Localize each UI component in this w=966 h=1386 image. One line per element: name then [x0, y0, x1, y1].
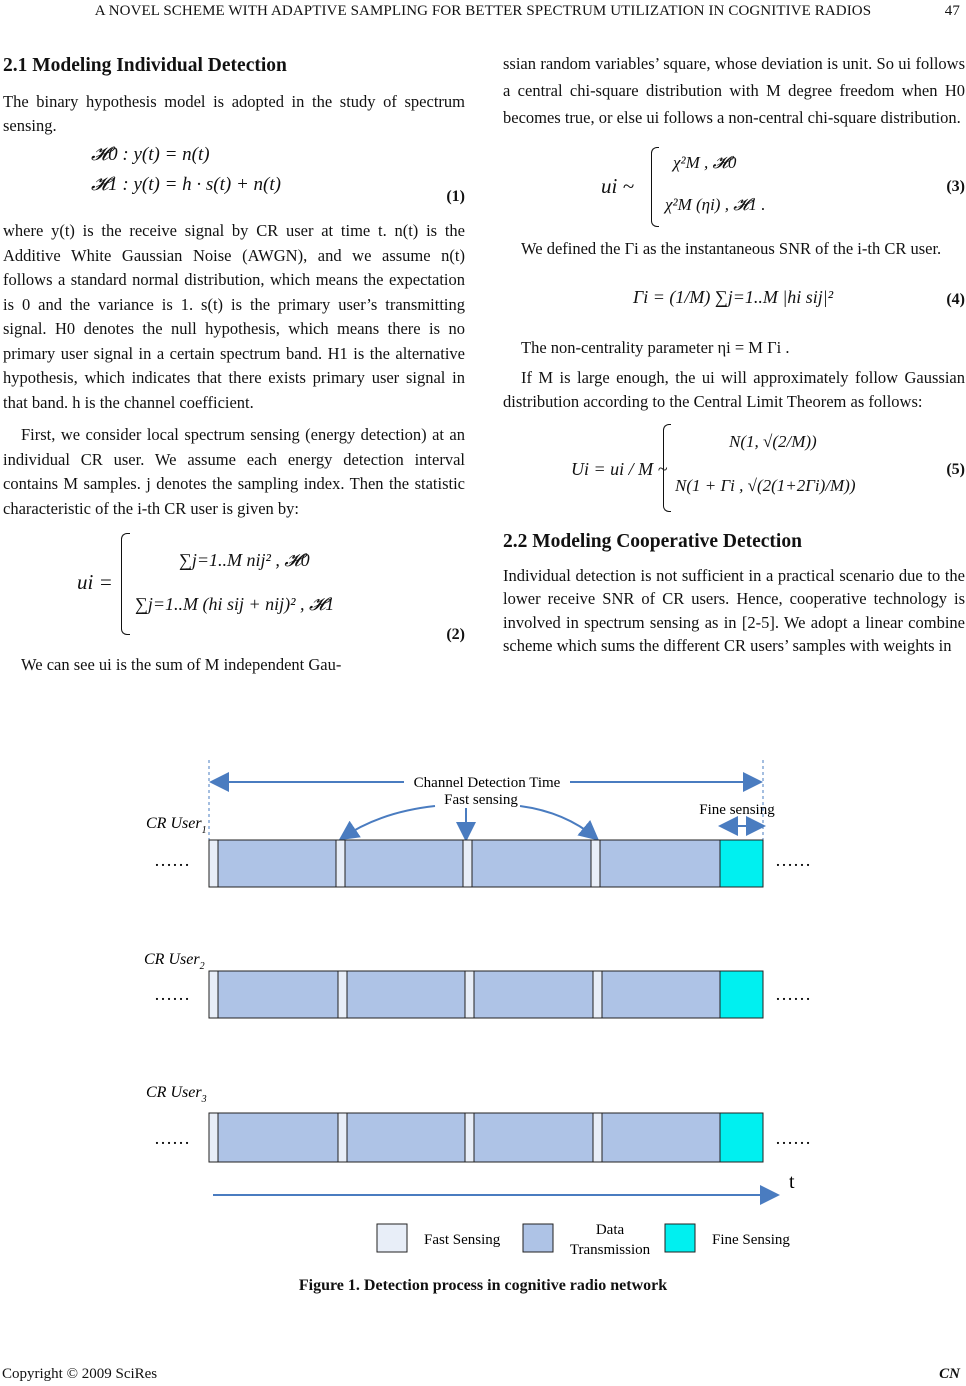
- fast-sensing-arrow-right: [520, 806, 596, 838]
- legend-fine-swatch: [665, 1224, 695, 1252]
- ellipsis-left-2: ……: [154, 984, 190, 1004]
- cr-user-2-label: CR User$_2$: [144, 951, 205, 972]
- equation-3-number: (3): [946, 178, 965, 195]
- fine-sensing-slot: [720, 971, 763, 1018]
- equation-4-number: (4): [946, 291, 965, 308]
- legend-fine-label: Fine Sensing: [712, 1232, 790, 1248]
- section-title-2-1: 2.1 Modeling Individual Detection: [3, 55, 287, 76]
- data-transmission-slot: [347, 1113, 465, 1162]
- equation-1-number: (1): [446, 188, 465, 205]
- equation-2-line-1: ∑j=1..M nij² , 𝓗0: [179, 550, 310, 570]
- data-transmission-slot: [345, 840, 463, 887]
- ellipsis-left-1: ……: [154, 850, 190, 870]
- footer-journal: CN: [939, 1366, 960, 1382]
- fast-sensing-slot: [209, 1113, 218, 1162]
- equation-3-line-2: χ²M (ηi) , 𝓗1 .: [665, 195, 766, 214]
- right-paragraph-2: We defined the Γi as the instantaneous SNR of the i-th CR user.: [521, 239, 942, 258]
- left-paragraph-1: The binary hypothesis model is adopted in the study of spectrum sensing.: [3, 92, 465, 135]
- right-paragraph-1: ssian random variables’ square, whose deviation is unit. So ui follows a central chi-square distribution with M degree freedom when H0 becomes true, or else ui follows a non-central chi-square distribution.: [503, 54, 965, 127]
- equation-3-lhs: ui ~: [601, 174, 634, 198]
- fast-sensing-slot: [336, 840, 345, 887]
- figure-caption: Figure 1. Detection process in cognitive radio network: [298, 1277, 668, 1294]
- footer-copyright: Copyright © 2009 SciRes: [2, 1366, 158, 1382]
- equation-2-line-2: ∑j=1..M (hi sij + nij)² , 𝓗1: [135, 594, 335, 614]
- fast-sensing-slot: [593, 971, 602, 1018]
- fast-sensing-slot: [463, 840, 472, 887]
- fast-sensing-slot: [591, 840, 600, 887]
- fast-sensing-slot: [593, 1113, 602, 1162]
- data-transmission-slot: [474, 971, 593, 1018]
- equation-3: [503, 145, 965, 231]
- fast-sensing-slot: [209, 840, 218, 887]
- right-paragraph-3: The non-centrality parameter ηi = M Γi .: [521, 338, 790, 357]
- legend-fast-label: Fast Sensing: [424, 1232, 501, 1248]
- fast-sensing-slot: [338, 1113, 347, 1162]
- legend-fast-swatch: [377, 1224, 407, 1252]
- equation-3-brace: [651, 147, 659, 227]
- fine-sensing-slot: [720, 1113, 763, 1162]
- fast-sensing-label: Fast sensing: [444, 792, 518, 808]
- equation-5-line-2: N(1 + Γi , √(2(1+2Γi)/M)): [675, 475, 856, 495]
- cr-user-1-label: CR User$_1$: [146, 815, 207, 836]
- right-column: [503, 50, 965, 658]
- legend-data-label-line-2: Transmission: [569, 1242, 651, 1258]
- cr-user-1-timeline: [209, 840, 763, 887]
- running-header: [0, 3, 966, 20]
- fast-sensing-arrow-left: [342, 806, 435, 838]
- section-title-2-2: 2.2 Modeling Cooperative Detection: [503, 530, 802, 552]
- ellipsis-right-2: ……: [775, 984, 811, 1004]
- right-paragraph-4: If M is large enough, the ui will approximately follow Gaussian distribution according to the Central Limit Theorem as follows:: [503, 367, 965, 411]
- data-transmission-slot: [602, 1113, 720, 1162]
- fine-sensing-label: Fine sensing: [699, 802, 775, 818]
- detection-process-figure: [0, 760, 966, 1275]
- equation-2-number: (2): [446, 626, 465, 643]
- ellipsis-left-3: ……: [154, 1128, 190, 1148]
- data-transmission-slot: [472, 840, 591, 887]
- left-paragraph-4: We can see ui is the sum of M independent Gau-: [21, 655, 342, 674]
- data-transmission-slot: [218, 971, 338, 1018]
- equation-5-lhs: Ui = ui / M ~: [571, 458, 668, 479]
- equation-1-line-1: 𝓗0 : y(t) = n(t): [91, 144, 210, 165]
- left-paragraph-3: First, we consider local spectrum sensing (energy detection) at an individual CR user. We assume each energy detection interval contains M samples. j denotes the sampling index. Then the statistic characteristic of the i-th CR user is given by:: [3, 425, 465, 518]
- fast-sensing-slot: [465, 1113, 474, 1162]
- ellipsis-right-3: ……: [775, 1128, 811, 1148]
- equation-2: [3, 531, 465, 641]
- equation-4: [503, 272, 965, 328]
- fine-sensing-slot: [720, 840, 763, 887]
- equation-5-number: (5): [946, 460, 965, 478]
- data-transmission-slot: [218, 1113, 338, 1162]
- equation-1-line-2: 𝓗1 : y(t) = h · s(t) + n(t): [91, 174, 281, 195]
- channel-detection-label: Channel Detection Time: [413, 775, 561, 791]
- cr-user-3-timeline: [209, 1113, 763, 1162]
- equation-5: [503, 422, 965, 516]
- right-paragraph-5: Individual detection is not sufficient in a practical scenario due to the lower receive SNR of CR users. Hence, cooperative technology is involved in spectrum sensing as in [2-5]. We adopt a linear combine scheme which sums the different CR users’ samples with weights in: [503, 565, 965, 655]
- cr-user-3-label: CR User$_3$: [146, 1084, 207, 1105]
- equation-5-brace: [663, 424, 671, 512]
- equation-2-lhs: ui =: [77, 570, 113, 594]
- data-transmission-slot: [474, 1113, 593, 1162]
- data-transmission-slot: [602, 971, 720, 1018]
- time-axis-label: t: [789, 1171, 795, 1193]
- fast-sensing-slot: [338, 971, 347, 1018]
- equation-3-line-1: χ²M , 𝓗0: [673, 153, 737, 172]
- equation-2-brace: [121, 533, 130, 635]
- figure-legend: [377, 1222, 790, 1258]
- data-transmission-slot: [600, 840, 720, 887]
- left-column: [3, 50, 465, 677]
- equation-4-content: Γi = (1/M) ∑j=1..M |hi sij|²: [633, 287, 834, 307]
- ellipsis-right-1: ……: [775, 850, 811, 870]
- legend-data-swatch: [523, 1224, 553, 1252]
- data-transmission-slot: [218, 840, 336, 887]
- fast-sensing-slot: [209, 971, 218, 1018]
- page-number: 47: [944, 3, 960, 19]
- legend-data-label-line-1: Data: [595, 1222, 625, 1238]
- equation-1: [3, 141, 465, 213]
- left-paragraph-2: where y(t) is the receive signal by CR user at time t. n(t) is the Additive White Gaussian Noise (AWGN), and we assume n(t) follows a standard normal distribution, which means the expectation is 0 and the variance is 1. s(t) is the primary user’s transmitting signal. H0 denotes the null hypothesis, which means there is no primary user signal in a certain spectrum band. H1 is the alternative hypothesis, which indicates that there exists primary user signal in that band. h is the channel coefficient.: [3, 221, 465, 412]
- equation-5-line-1: N(1, √(2/M)): [729, 431, 817, 451]
- running-title: A NOVEL SCHEME WITH ADAPTIVE SAMPLING FOR BETTER SPECTRUM UTILIZATION IN COGNITIVE RADIOS: [94, 3, 872, 19]
- data-transmission-slot: [347, 971, 465, 1018]
- fast-sensing-slot: [465, 971, 474, 1018]
- cr-user-2-timeline: [209, 971, 763, 1018]
